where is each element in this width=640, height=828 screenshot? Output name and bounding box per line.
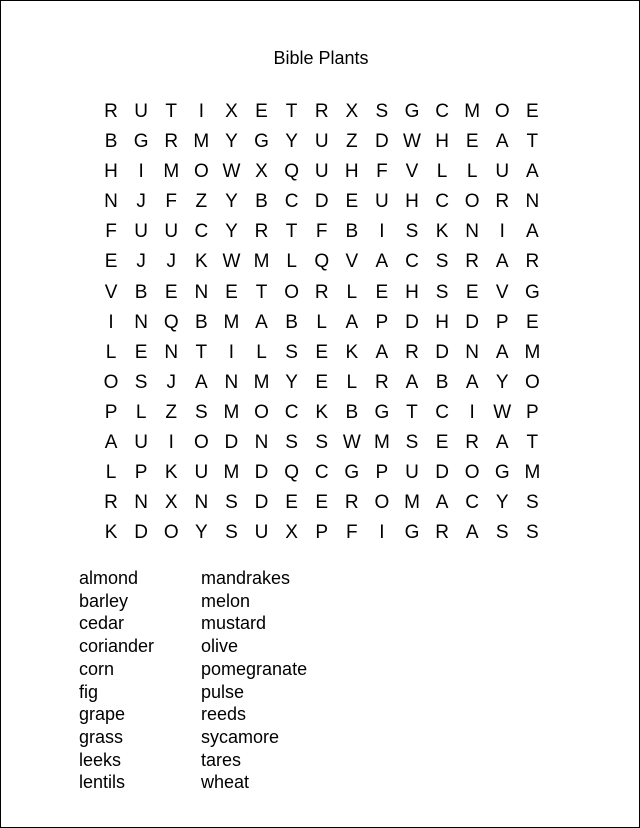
grid-letter: L (346, 371, 358, 393)
grid-letter: S (315, 432, 329, 454)
grid-letter: N (164, 341, 179, 363)
grid-letter: E (375, 281, 389, 303)
grid-letter: S (435, 281, 449, 303)
grid-letter: I (379, 221, 385, 243)
grid-letter: G (374, 401, 390, 423)
grid-letter: O (464, 191, 480, 213)
grid-letter: A (375, 341, 389, 363)
word-list-item: olive (201, 636, 239, 657)
grid-letter: Q (314, 251, 330, 273)
grid-letter: O (163, 522, 179, 544)
grid-letter: J (136, 251, 146, 273)
grid-letter: Y (225, 191, 238, 213)
grid-letter: D (375, 131, 389, 153)
grid-letter: U (134, 221, 148, 243)
grid-letter: A (526, 221, 539, 243)
grid-letter: O (103, 371, 119, 393)
word-list-item: corn (79, 658, 115, 679)
grid-letter: M (163, 161, 180, 183)
grid-letter: L (135, 401, 147, 423)
grid-letter: R (254, 221, 269, 243)
grid-letter: N (525, 191, 540, 213)
word-list-column-2 (201, 567, 361, 794)
grid-letter: P (495, 311, 509, 333)
word-list-column-1 (79, 567, 201, 794)
grid-letter: G (524, 281, 540, 303)
grid-letter: I (469, 401, 475, 423)
grid-letter: B (285, 311, 298, 333)
grid-letter: S (225, 492, 238, 514)
grid-letter: O (193, 161, 209, 183)
grid-letter: L (316, 311, 327, 333)
grid-letter: U (134, 432, 148, 454)
grid-letter: K (345, 341, 359, 363)
grid-letter: M (404, 492, 420, 514)
grid-letter: H (435, 311, 449, 333)
grid-letter: F (315, 221, 328, 243)
word-list-item: pomegranate (201, 658, 308, 679)
grid-letter: D (314, 191, 329, 213)
grid-letter: Z (165, 401, 178, 423)
grid-letter: W (493, 401, 512, 423)
grid-letter: Y (495, 371, 509, 393)
grid-letter: V (405, 161, 419, 183)
grid-letter: V (104, 281, 118, 303)
word-list-item: reeds (201, 704, 247, 725)
grid-letter: A (104, 432, 118, 454)
grid-letter: C (435, 401, 449, 423)
grid-letter: L (105, 341, 117, 363)
grid-letter: J (136, 191, 146, 213)
grid-letter: I (198, 101, 204, 122)
grid-letter: R (314, 101, 329, 122)
grid-letter: R (435, 522, 449, 544)
grid-letter: K (164, 462, 178, 484)
word-list-item: melon (201, 590, 251, 611)
grid-letter: E (465, 281, 479, 303)
grid-letter: M (253, 251, 270, 273)
word-list-item: mandrakes (201, 568, 291, 588)
grid-letter: S (134, 371, 148, 393)
grid-letter: M (223, 401, 240, 423)
word-list-item: grass (79, 726, 124, 747)
grid-letter: B (345, 221, 359, 243)
word-list-item: leeks (79, 749, 122, 770)
grid-letter: T (165, 101, 178, 122)
grid-letter: Q (284, 462, 299, 484)
grid-letter: F (105, 221, 117, 243)
grid-letter: S (285, 341, 298, 363)
grid-letter: D (435, 462, 449, 484)
grid-letter: A (465, 522, 479, 544)
grid-letter: U (254, 522, 269, 544)
grid-letter: U (134, 101, 148, 122)
grid-letter: E (225, 281, 238, 303)
grid-letter: M (373, 432, 390, 454)
grid-letter: C (284, 191, 299, 213)
grid-letter: N (194, 281, 209, 303)
grid-letter: P (375, 311, 389, 333)
grid-letter: R (465, 251, 480, 273)
grid-letter: Y (225, 131, 238, 153)
grid-letter: D (224, 432, 239, 454)
grid-letter: R (495, 191, 510, 213)
grid-letter: P (526, 401, 539, 423)
grid-letter: A (495, 341, 509, 363)
grid-letter: D (465, 311, 480, 333)
grid-letter: Q (163, 311, 179, 333)
grid-letter: N (194, 492, 209, 514)
grid-letter: I (168, 432, 174, 454)
grid-letter: X (225, 101, 238, 122)
grid-letter: K (315, 401, 329, 423)
grid-letter: L (346, 281, 358, 303)
grid-letter: C (314, 462, 329, 484)
grid-letter: F (165, 191, 178, 213)
grid-letter: W (222, 251, 241, 273)
grid-letter: L (436, 161, 448, 183)
grid-letter: E (164, 281, 178, 303)
word-list-item: coriander (79, 636, 155, 657)
grid-letter: W (403, 131, 421, 153)
word-list-item: mustard (201, 613, 267, 634)
grid-letter: T (526, 432, 539, 454)
grid-letter: U (495, 161, 510, 183)
grid-letter: N (224, 371, 239, 393)
grid-letter: H (104, 161, 118, 183)
grid-letter: O (464, 462, 480, 484)
grid-letter: R (465, 432, 480, 454)
grid-letter: A (435, 492, 449, 514)
grid-letter: L (286, 251, 297, 273)
grid-letter: E (526, 311, 539, 333)
grid-letter: F (376, 161, 388, 183)
word-list-item: sycamore (201, 726, 280, 747)
grid-letter: C (435, 101, 449, 122)
grid-letter: U (375, 191, 389, 213)
grid-letter: G (133, 131, 149, 153)
grid-letter: S (435, 251, 449, 273)
grid-letter: Y (285, 371, 298, 393)
grid-letter: C (405, 251, 419, 273)
word-list-item: barley (79, 590, 129, 611)
grid-letter: U (405, 462, 419, 484)
grid-letter: R (375, 371, 389, 393)
grid-letter: C (435, 191, 449, 213)
word-list-item: fig (79, 681, 99, 702)
grid-letter: E (435, 432, 449, 454)
grid-letter: R (164, 131, 179, 153)
grid-letter: F (345, 522, 358, 544)
grid-letter: B (194, 311, 208, 333)
grid-letter: C (465, 492, 480, 514)
grid-letter: X (255, 161, 268, 183)
grid-letter: E (315, 371, 329, 393)
grid-letter: A (405, 371, 419, 393)
word-list-item: pulse (201, 681, 245, 702)
grid-letter: S (526, 492, 539, 514)
grid-letter: N (254, 432, 269, 454)
word-list-item: almond (79, 568, 139, 588)
grid-letter: G (494, 462, 510, 484)
grid-letter: T (195, 341, 208, 363)
grid-letter: B (104, 131, 118, 153)
grid-letter: S (405, 432, 419, 454)
grid-letter: N (134, 492, 148, 514)
grid-letter: S (495, 522, 509, 544)
grid-letter: U (164, 221, 179, 243)
grid-letter: B (345, 401, 359, 423)
grid-letter: P (375, 462, 389, 484)
grid-letter: I (379, 522, 385, 544)
grid-letter: T (406, 401, 418, 423)
grid-letter: M (524, 462, 541, 484)
grid-letter: I (228, 341, 235, 363)
grid-letter: G (404, 522, 420, 544)
grid-letter: E (526, 101, 539, 122)
grid-letter: Y (285, 131, 298, 153)
grid-letter: U (314, 131, 329, 153)
grid-letter: O (494, 101, 510, 122)
puzzle-title: Bible Plants (273, 48, 369, 68)
grid-letter: E (315, 492, 329, 514)
word-list-item: wheat (201, 772, 250, 793)
grid-letter: M (223, 311, 240, 333)
grid-letter: T (285, 221, 298, 243)
grid-letter: N (465, 341, 480, 363)
grid-letter: M (524, 341, 541, 363)
grid-letter: S (194, 401, 208, 423)
grid-letter: B (134, 281, 148, 303)
grid-letter: K (194, 251, 208, 273)
grid-letter: E (315, 341, 329, 363)
grid-letter: J (166, 251, 176, 273)
grid-letter: C (284, 401, 299, 423)
grid-letter: D (254, 462, 269, 484)
word-list-item: lentils (79, 772, 126, 793)
grid-letter: R (525, 251, 540, 273)
grid-letter: P (134, 462, 148, 484)
grid-letter: Y (194, 522, 208, 544)
grid-letter: V (495, 281, 509, 303)
grid-letter: Y (225, 221, 238, 243)
grid-letter: N (465, 221, 480, 243)
grid-letter: A (255, 311, 268, 333)
grid-letter: A (194, 371, 208, 393)
grid-letter: J (166, 371, 176, 393)
grid-letter: P (104, 401, 118, 423)
grid-letter: K (104, 522, 118, 544)
grid-letter: D (435, 341, 449, 363)
grid-letter: S (225, 522, 238, 544)
grid-letter: X (345, 101, 359, 122)
grid-letter: N (104, 191, 118, 213)
grid-letter: O (284, 281, 299, 303)
grid-letter: K (435, 221, 449, 243)
grid-letter: U (314, 161, 329, 183)
grid-letter: I (499, 221, 505, 243)
grid-letter: S (375, 101, 389, 122)
word-list-item: cedar (79, 613, 125, 634)
grid-letter: M (464, 101, 481, 122)
grid-letter: S (526, 522, 539, 544)
word-list-item: grape (79, 704, 126, 725)
grid-letter: I (138, 161, 144, 183)
letter-grid (96, 97, 547, 548)
grid-letter: A (465, 371, 479, 393)
grid-letter: E (285, 492, 298, 514)
grid-letter: T (526, 131, 539, 153)
grid-letter: T (255, 281, 268, 303)
grid-letter: E (134, 341, 148, 363)
grid-letter: R (344, 492, 359, 514)
grid-letter: X (164, 492, 178, 514)
word-list-item: tares (201, 749, 242, 770)
grid-letter: G (254, 131, 269, 153)
grid-letter: O (193, 432, 209, 454)
grid-letter: W (342, 432, 361, 454)
grid-letter: E (465, 131, 479, 153)
grid-letter: Y (495, 492, 509, 514)
grid-letter: U (194, 462, 209, 484)
grid-letter: V (345, 251, 359, 273)
grid-letter: B (255, 191, 268, 213)
grid-letter: A (495, 131, 509, 153)
grid-letter: S (405, 221, 419, 243)
grid-letter: R (405, 341, 419, 363)
grid-letter: E (345, 191, 359, 213)
grid-letter: D (405, 311, 419, 333)
grid-letter: E (255, 101, 268, 122)
grid-letter: M (193, 131, 210, 153)
grid-letter: H (405, 281, 419, 303)
grid-letter: A (375, 251, 389, 273)
grid-letter: H (405, 191, 419, 213)
grid-letter: M (223, 462, 240, 484)
grid-letter: O (524, 371, 540, 393)
grid-letter: H (435, 131, 449, 153)
word-list (79, 567, 361, 794)
grid-letter: R (104, 492, 118, 514)
grid-letter: O (374, 492, 390, 514)
grid-letter: Q (284, 161, 299, 183)
grid-letter: R (314, 281, 329, 303)
grid-letter: S (285, 432, 298, 454)
grid-letter: D (254, 492, 269, 514)
grid-letter: A (526, 161, 539, 183)
grid-letter: R (104, 101, 118, 122)
grid-letter: N (134, 311, 148, 333)
grid-letter: Z (345, 131, 358, 153)
grid-letter: A (495, 432, 509, 454)
grid-letter: B (435, 371, 449, 393)
grid-letter: A (345, 311, 359, 333)
grid-letter: L (466, 161, 478, 183)
grid-letter: Z (195, 191, 208, 213)
grid-letter: M (253, 371, 270, 393)
grid-letter: E (104, 251, 118, 273)
grid-letter: P (315, 522, 329, 544)
grid-letter: L (105, 462, 117, 484)
grid-letter: H (344, 161, 359, 183)
grid-letter: G (404, 101, 420, 122)
grid-letter: G (344, 462, 360, 484)
grid-letter: C (194, 221, 209, 243)
grid-letter: T (285, 101, 298, 122)
grid-letter: O (254, 401, 269, 423)
grid-letter: W (222, 161, 241, 183)
grid-letter: D (134, 522, 148, 544)
grid-letter: X (285, 522, 298, 544)
grid-letter: L (256, 341, 267, 363)
grid-letter: I (108, 311, 114, 333)
grid-letter: A (495, 251, 509, 273)
